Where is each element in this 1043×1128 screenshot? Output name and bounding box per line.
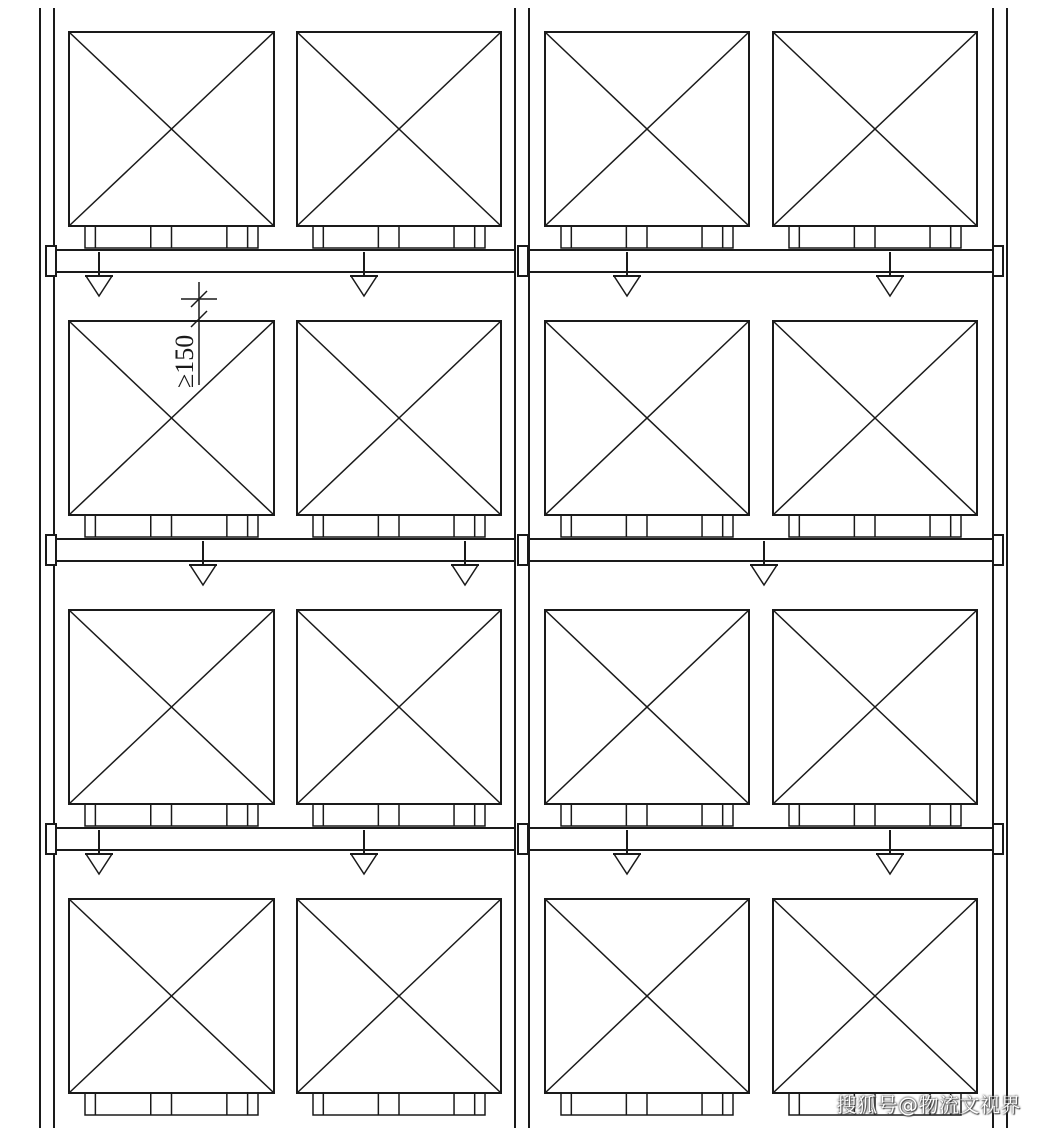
sprinkler-cone bbox=[877, 854, 903, 874]
sprinkler-head bbox=[613, 252, 641, 296]
pallet-load bbox=[69, 32, 274, 248]
load-beam bbox=[529, 828, 993, 850]
sprinkler-cone bbox=[86, 854, 112, 874]
beam-connector bbox=[46, 535, 56, 565]
pallet-load bbox=[297, 899, 501, 1115]
sprinkler-head bbox=[189, 541, 217, 585]
sprinkler-head bbox=[350, 830, 378, 874]
sprinkler-cone bbox=[351, 276, 377, 296]
rack-uprights bbox=[40, 8, 1007, 1128]
sprinkler-head bbox=[876, 252, 904, 296]
beam-connector bbox=[993, 246, 1003, 276]
sprinkler-head bbox=[85, 830, 113, 874]
pallet-load bbox=[773, 610, 977, 826]
pallet-load bbox=[545, 321, 749, 537]
load-beam bbox=[54, 539, 515, 561]
sprinkler-heads bbox=[85, 252, 904, 874]
pallet-load bbox=[773, 899, 977, 1115]
pallet-load bbox=[297, 321, 501, 537]
sprinkler-head bbox=[350, 252, 378, 296]
sprinkler-head bbox=[613, 830, 641, 874]
beam-connector bbox=[518, 246, 528, 276]
pallet-load bbox=[773, 32, 977, 248]
load-beam bbox=[54, 250, 515, 272]
sprinkler-head bbox=[85, 252, 113, 296]
sprinkler-cone bbox=[190, 565, 216, 585]
load-beam bbox=[529, 539, 993, 561]
pallet-load bbox=[545, 32, 749, 248]
sprinkler-head bbox=[451, 541, 479, 585]
sprinkler-cone bbox=[877, 276, 903, 296]
beam-connector bbox=[46, 824, 56, 854]
pallet-load bbox=[69, 899, 274, 1115]
pallet-load bbox=[545, 899, 749, 1115]
sprinkler-cone bbox=[86, 276, 112, 296]
sprinkler-head bbox=[750, 541, 778, 585]
sprinkler-cone bbox=[614, 276, 640, 296]
pallet-load bbox=[297, 610, 501, 826]
load-beam bbox=[529, 250, 993, 272]
pallet-load bbox=[545, 610, 749, 826]
sprinkler-head bbox=[876, 830, 904, 874]
pallet-loads bbox=[69, 32, 977, 1115]
sprinkler-cone bbox=[751, 565, 777, 585]
clearance-dimension bbox=[170, 282, 217, 388]
beam-connector bbox=[518, 535, 528, 565]
sprinkler-cone bbox=[614, 854, 640, 874]
pallet-load bbox=[69, 610, 274, 826]
pallet-load bbox=[773, 321, 977, 537]
beam-connector bbox=[993, 824, 1003, 854]
sprinkler-cone bbox=[351, 854, 377, 874]
beam-connector bbox=[518, 824, 528, 854]
sprinkler-cone bbox=[452, 565, 478, 585]
watermark-text: 搜狐号@物流文视界 bbox=[836, 1093, 1021, 1117]
dimension-label: ≥150 bbox=[170, 334, 199, 388]
load-beam bbox=[54, 828, 515, 850]
beam-connector bbox=[46, 246, 56, 276]
pallet-load bbox=[297, 32, 501, 248]
beam-connector bbox=[993, 535, 1003, 565]
